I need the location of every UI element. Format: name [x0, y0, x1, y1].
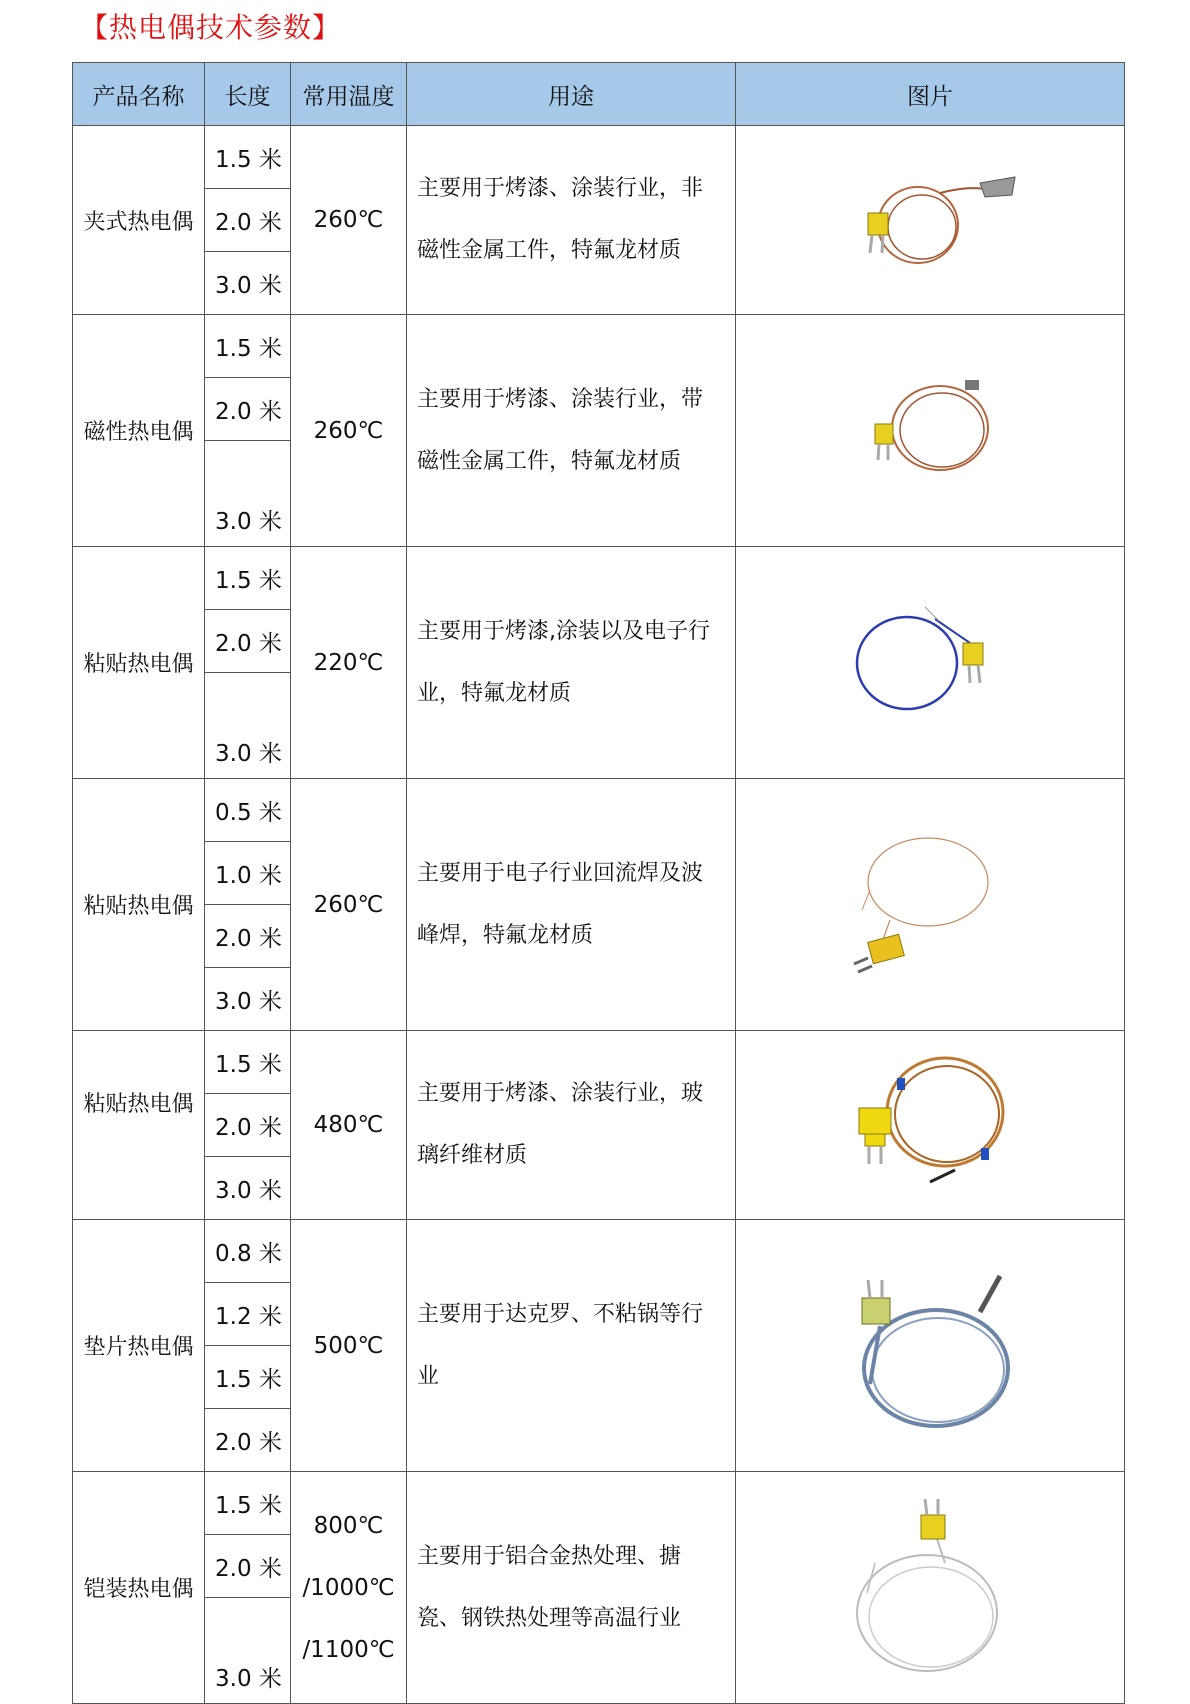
length-cell: 2.0 米	[205, 1535, 291, 1598]
fine-wire-thermocouple-photo	[850, 830, 1010, 980]
usage-cell	[407, 315, 736, 547]
usage-cell	[407, 1031, 736, 1220]
image-cell	[736, 1220, 1125, 1472]
temperature-value: 260℃	[313, 417, 384, 444]
header-length: 长度	[205, 63, 291, 126]
temperature-value: 500℃	[313, 1332, 384, 1359]
length-cell: 1.5 米	[205, 1346, 291, 1409]
length-cell: 1.5 米	[205, 1031, 291, 1094]
table-row	[73, 1220, 1125, 1283]
length-cell: 1.5 米	[205, 547, 291, 610]
temperature-value: /1100℃	[302, 1636, 395, 1663]
fiberglass-thermocouple-photo	[845, 1050, 1015, 1200]
length-cell: 2.0 米	[205, 378, 291, 441]
temperature-cell	[291, 1472, 407, 1704]
image-cell	[736, 1031, 1125, 1220]
usage-line: 璃纤维材质	[417, 1143, 528, 1168]
usage-line: 主要用于烤漆、涂装行业，非	[417, 176, 704, 201]
product-name: 夹式热电偶	[73, 126, 205, 315]
usage-line: 主要用于烤漆,涂装以及电子行	[417, 618, 710, 644]
table-row	[73, 1472, 1125, 1535]
spec-table	[72, 62, 1125, 1704]
page-title: 【热电偶技术参数】	[80, 11, 342, 44]
product-name: 垫片热电偶	[73, 1220, 205, 1472]
temperature-value: 220℃	[313, 649, 384, 676]
image-cell	[736, 315, 1125, 547]
header-temperature: 常用温度	[291, 63, 407, 126]
length-cell: 2.0 米	[205, 189, 291, 252]
image-cell	[736, 779, 1125, 1031]
product-name: 铠装热电偶	[73, 1472, 205, 1704]
length-cell: 1.2 米	[205, 1283, 291, 1346]
length-cell: 3.0 米	[205, 1157, 291, 1220]
length-cell: 3.0 米	[205, 252, 291, 315]
table-row	[73, 126, 1125, 189]
usage-line: 主要用于烤漆、涂装行业，带	[417, 386, 704, 412]
usage-line: 主要用于烤漆、涂装行业，玻	[417, 1081, 704, 1106]
usage-line: 主要用于铝合金热处理、搪	[417, 1543, 682, 1569]
product-name: 粘贴热电偶	[73, 779, 205, 1031]
length-cell: 0.5 米	[205, 779, 291, 842]
product-name: 粘贴热电偶	[73, 1031, 205, 1220]
image-cell	[736, 1472, 1125, 1704]
length-cell: 2.0 米	[205, 1094, 291, 1157]
product-name: 磁性热电偶	[73, 315, 205, 547]
table-row	[73, 315, 1125, 378]
armored-thermocouple-photo	[845, 1493, 1015, 1683]
length-cell: 0.8 米	[205, 1220, 291, 1283]
usage-line: 瓷、钢铁热处理等高温行业	[417, 1605, 682, 1631]
table-row	[73, 547, 1125, 610]
temperature-cell	[291, 126, 407, 315]
temperature-value: 480℃	[313, 1112, 384, 1138]
usage-cell	[407, 779, 736, 1031]
blue-adhesive-thermocouple-photo	[845, 603, 1015, 723]
length-cell: 3.0 米	[205, 968, 291, 1031]
header-image: 图片	[736, 63, 1125, 126]
temperature-cell	[291, 779, 407, 1031]
temperature-value: 260℃	[313, 891, 384, 918]
usage-cell	[407, 1220, 736, 1472]
length-cell: 2.0 米	[205, 905, 291, 968]
length-cell: 1.5 米	[205, 315, 291, 378]
usage-line: 磁性金属工件，特氟龙材质	[417, 238, 682, 263]
header-product-name: 产品名称	[73, 63, 205, 126]
temperature-cell	[291, 315, 407, 547]
usage-line: 业	[417, 1363, 440, 1389]
image-cell	[736, 126, 1125, 315]
usage-cell	[407, 547, 736, 779]
usage-line: 主要用于达克罗、不粘锅等行	[417, 1301, 704, 1327]
usage-line: 磁性金属工件，特氟龙材质	[417, 448, 682, 474]
washer-thermocouple-photo	[840, 1256, 1020, 1436]
header-row	[73, 63, 1125, 126]
product-name: 粘贴热电偶	[73, 547, 205, 779]
clip-thermocouple-photo	[840, 155, 1020, 285]
spec-table-wrapper	[72, 62, 1124, 1692]
usage-line: 峰焊，特氟龙材质	[417, 922, 594, 948]
temperature-cell	[291, 547, 407, 779]
length-cell: 3.0 米	[205, 673, 291, 779]
temperature-cell	[291, 1220, 407, 1472]
table-row	[73, 779, 1125, 842]
table-row	[73, 1031, 1125, 1094]
length-cell: 2.0 米	[205, 610, 291, 673]
length-cell: 3.0 米	[205, 1598, 291, 1704]
usage-line: 主要用于电子行业回流焊及波	[417, 860, 704, 886]
temperature-value: /1000℃	[302, 1574, 395, 1601]
length-cell: 1.5 米	[205, 1472, 291, 1535]
length-cell: 3.0 米	[205, 441, 291, 547]
magnetic-thermocouple-photo	[850, 366, 1010, 496]
length-cell: 1.0 米	[205, 842, 291, 905]
image-cell	[736, 547, 1125, 779]
temperature-cell	[291, 1031, 407, 1220]
length-cell: 1.5 米	[205, 126, 291, 189]
length-cell: 2.0 米	[205, 1409, 291, 1472]
temperature-value: 260℃	[313, 207, 384, 233]
usage-line: 业，特氟龙材质	[417, 680, 572, 706]
temperature-value: 800℃	[313, 1512, 384, 1539]
usage-cell	[407, 126, 736, 315]
usage-cell	[407, 1472, 736, 1704]
header-usage: 用途	[407, 63, 736, 126]
